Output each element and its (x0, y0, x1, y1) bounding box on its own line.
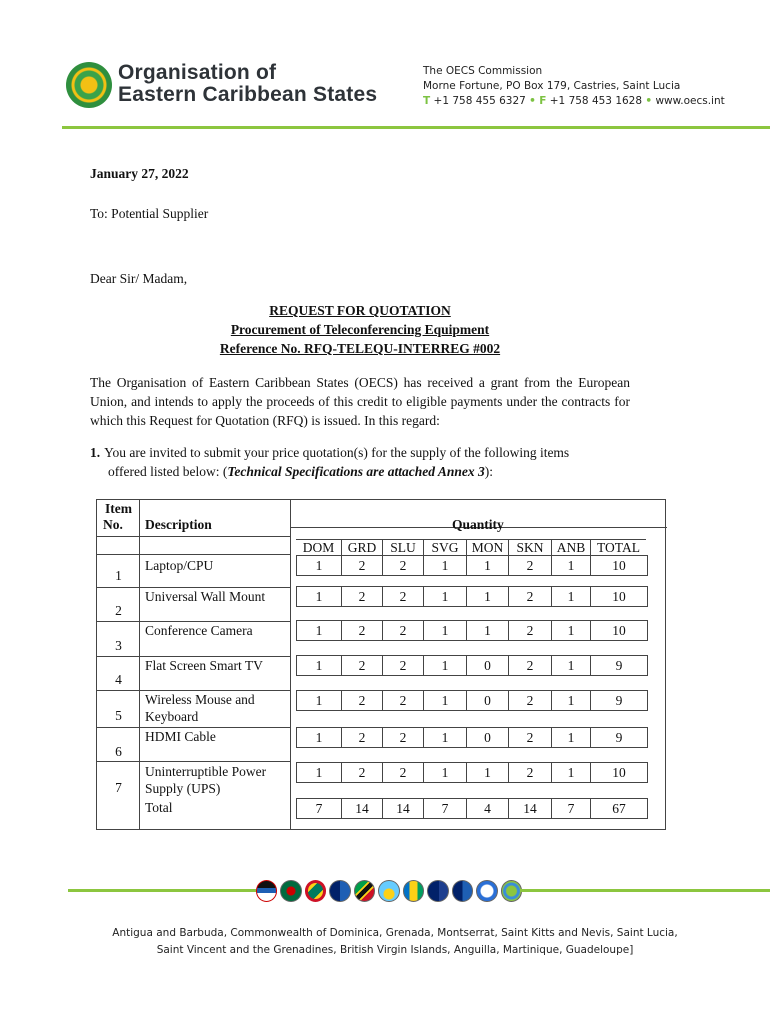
contact-block (423, 64, 725, 109)
item-number: 3 (115, 638, 122, 653)
header-no: No. (103, 517, 123, 532)
item-description: Flat Screen Smart TV (145, 658, 263, 673)
table-row: 1 2 2 1 0 2 1 9 (296, 655, 648, 676)
item-number: 6 (115, 744, 122, 759)
tel-prefix: T (423, 95, 431, 107)
bvi-flag-icon (427, 880, 448, 902)
item-description: Universal Wall Mount (145, 589, 266, 604)
org-name (118, 62, 377, 106)
rfq-title: REQUEST FOR QUOTATION (269, 303, 451, 318)
oecs-logo-icon (66, 62, 112, 108)
montserrat-flag-icon (329, 880, 350, 902)
item-number: 7 (115, 780, 122, 795)
col-header: DOM (296, 539, 341, 557)
col-header: ANB (551, 539, 590, 557)
salutation: Dear Sir/ Madam, (90, 271, 188, 286)
item-description: Wireless Mouse and Keyboard (145, 692, 255, 724)
col-header: SKN (508, 539, 551, 557)
st-vincent-flag-icon (403, 880, 424, 902)
instruction-text: You are invited to submit your price quotation(s) for the supply of the following items (104, 445, 570, 460)
member-states-line2: Saint Vincent and the Grenadines, British Virgin Islands, Anguilla, Martinique, Guadeloupe] (156, 944, 634, 956)
member-flags (256, 878, 522, 904)
grenada-flag-icon (305, 880, 327, 902)
org-name-line1: Organisation of (118, 61, 277, 84)
member-states-line1: Antigua and Barbuda, Commonwealth of Dominica, Grenada, Montserrat, Saint Kitts and Nevis, Saint Lucia, (112, 927, 678, 939)
col-header: TOTAL (590, 539, 646, 557)
item-number: 5 (115, 708, 122, 723)
item-number: 4 (115, 672, 122, 687)
anguilla-flag-icon (452, 880, 473, 902)
item-description: Conference Camera (145, 623, 253, 638)
item-number: 2 (115, 603, 122, 618)
table-row: 1 2 2 1 1 2 1 10 (296, 586, 648, 607)
guadeloupe-icon (501, 880, 522, 902)
col-divider (290, 500, 291, 829)
table-row: 1 2 2 1 1 2 1 10 (296, 555, 648, 576)
rfq-subject: Procurement of Teleconferencing Equipment (230, 322, 490, 337)
dominica-flag-icon (280, 880, 301, 902)
col-header: MON (466, 539, 508, 557)
footer-rule-left (68, 889, 256, 892)
commission-name: The OECS Commission (423, 65, 543, 77)
col-header: SVG (423, 539, 466, 557)
row-divider (97, 536, 290, 537)
footer-rule-right (520, 889, 770, 892)
item-description: Laptop/CPU (145, 558, 214, 573)
antigua-flag-icon (256, 880, 277, 902)
item-number: 1 (115, 568, 122, 583)
header-item: Item (105, 501, 132, 516)
item-description: Uninterruptible Power Supply (UPS) (145, 764, 267, 796)
instruction-item-1 (90, 443, 635, 481)
martinique-icon (476, 880, 497, 902)
item-number: 1. (90, 445, 101, 460)
header-description: Description (145, 517, 212, 532)
separator-dot: • (645, 95, 653, 107)
recipient: To: Potential Supplier (90, 206, 209, 221)
annex-reference: Technical Specifications are attached Annex 3 (227, 464, 485, 479)
row-divider (97, 761, 290, 762)
instruction-text-cont: offered listed below: (Technical Specifications are attached Annex 3): (108, 464, 493, 479)
row-divider (97, 554, 290, 555)
table-row: 1 2 2 1 1 2 1 10 (296, 762, 648, 783)
table-row: 1 2 2 1 1 2 1 10 (296, 620, 648, 641)
header-quantity: Quantity (452, 517, 504, 532)
phone-line (423, 94, 725, 109)
st-lucia-flag-icon (378, 880, 399, 902)
separator-dot: • (529, 95, 536, 107)
item-description: HDMI Cable (145, 729, 216, 744)
total-label: Total (145, 800, 173, 815)
address: Morne Fortune, PO Box 179, Castries, Saint Lucia (423, 80, 681, 92)
st-kitts-flag-icon (354, 880, 375, 902)
letter-date: January 27, 2022 (90, 166, 189, 181)
tel-number: +1 758 455 6327 (433, 95, 526, 107)
items-table (96, 499, 666, 830)
org-name-line2: Eastern Caribbean States (118, 83, 378, 106)
table-row: 1 2 2 1 0 2 1 9 (296, 727, 648, 748)
website-link[interactable]: www.oecs.int (655, 95, 725, 107)
table-row: 1 2 2 1 0 2 1 9 (296, 690, 648, 711)
rfq-reference: Reference No. RFQ-TELEQU-INTERREG #002 (219, 341, 501, 356)
fax-prefix: F (539, 95, 547, 107)
total-row: 7 14 14 7 4 14 7 67 (296, 798, 648, 819)
header-rule (62, 126, 770, 129)
fax-number: +1 758 453 1628 (549, 95, 643, 107)
col-header: GRD (341, 539, 382, 557)
col-header: SLU (382, 539, 423, 557)
intro-paragraph: The Organisation of Eastern Caribbean States (OECS) has received a grant from the European Union, and intends to apply the proceeds of this credit to eligible payments under the contracts for which this Request for Quotation (RFQ) is issued. In this regard: (90, 375, 630, 428)
